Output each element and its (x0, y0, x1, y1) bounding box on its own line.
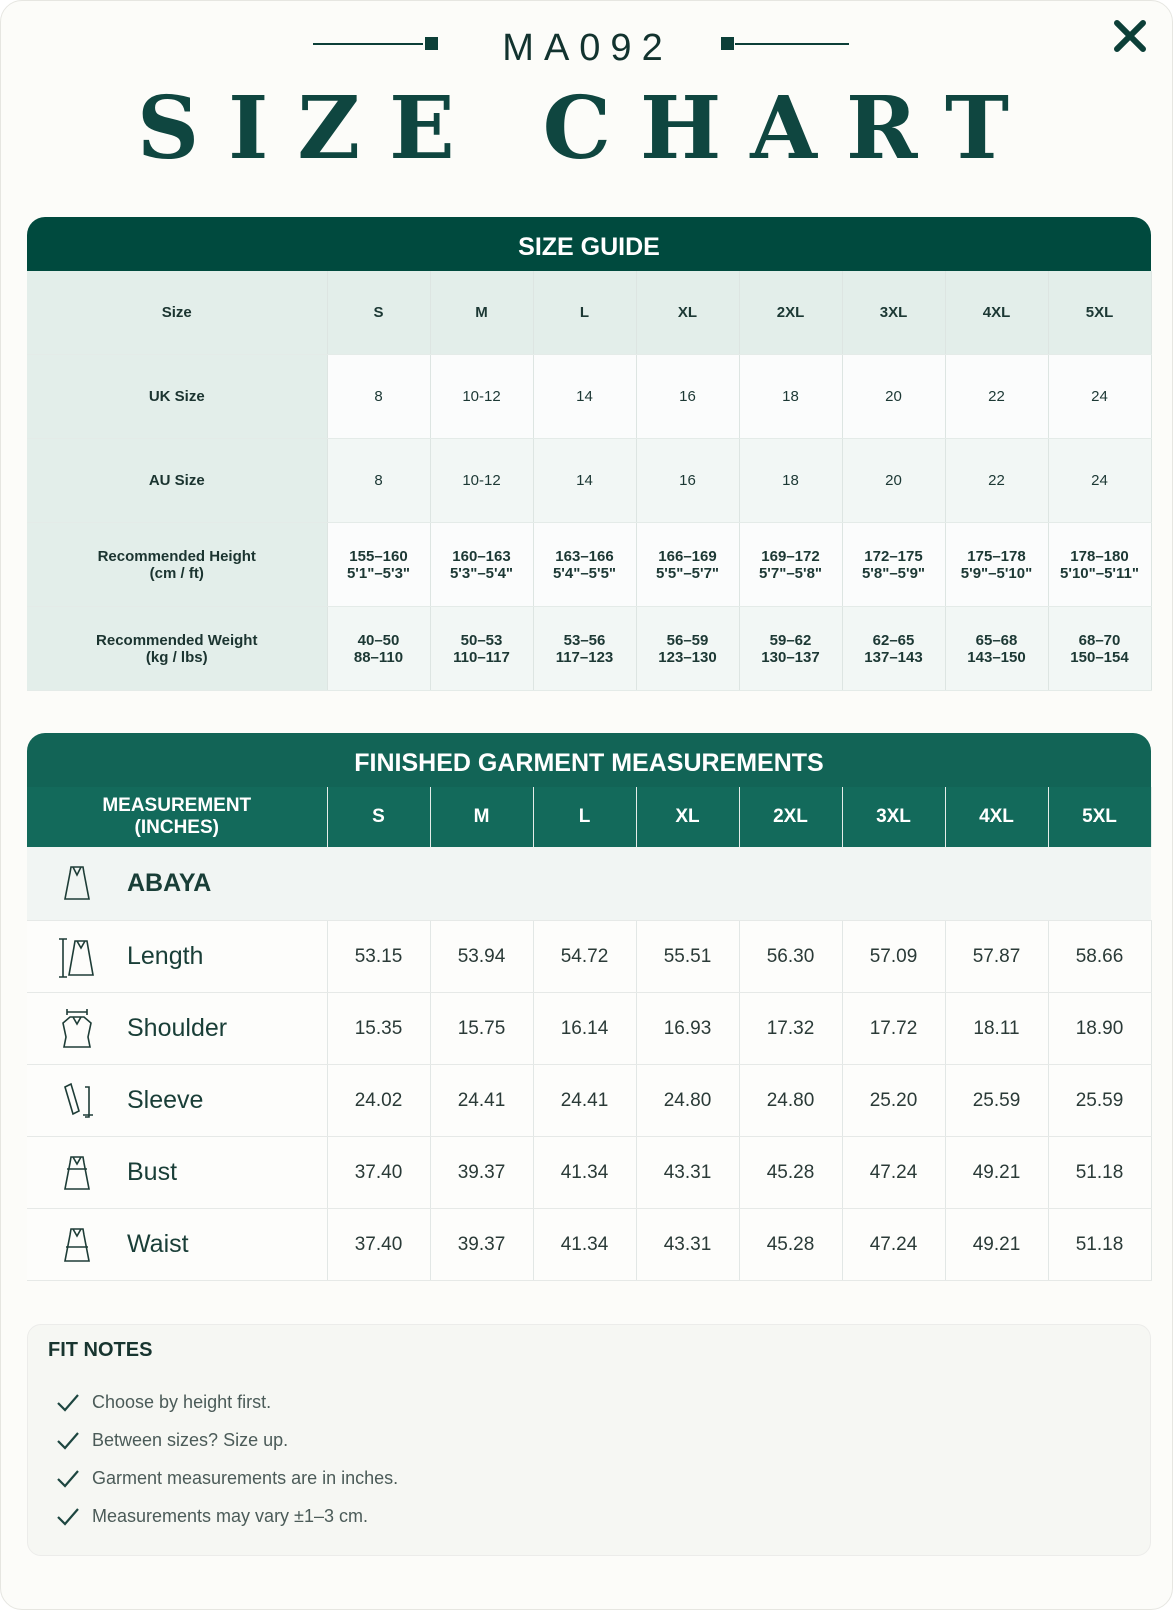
cell-value: 137–143 (864, 648, 923, 666)
size-guide-cell (945, 355, 1048, 439)
cell-value: 166–169 (658, 547, 717, 565)
fit-note-text: Between sizes? Size up. (92, 1430, 289, 1450)
measurement-value: 51.18 (1048, 1209, 1151, 1281)
size-header-cell: L (533, 271, 636, 355)
measurement-value: 47.24 (842, 1137, 945, 1209)
size-header-cell: 5XL (1048, 271, 1151, 355)
cell-value: 24 (1091, 472, 1108, 489)
measurement-value: 17.72 (842, 993, 945, 1065)
cell-value: 5'9"–5'10" (960, 564, 1033, 582)
measurement-value: 37.40 (327, 1209, 430, 1281)
cell-value: 18 (782, 388, 799, 405)
size-guide-row (27, 439, 1151, 523)
garment-measurements-heading: FINISHED GARMENT MEASUREMENTS (27, 733, 1151, 789)
size-guide-cell (327, 439, 430, 523)
size-guide-heading: SIZE GUIDE (27, 217, 1151, 273)
cell-value: 16 (679, 472, 696, 489)
cell-value: 18 (782, 472, 799, 489)
garment-header-row (27, 787, 1151, 847)
cell-value: 59–62 (769, 631, 812, 649)
fit-note-text: Garment measurements are in inches. (92, 1468, 399, 1488)
measurement-row (27, 1137, 1151, 1209)
size-column-header: 5XL (1048, 787, 1151, 847)
measurement-value: 18.11 (945, 993, 1048, 1065)
cell-value: 24 (1091, 388, 1108, 405)
fit-notes-title: FIT NOTES (48, 1339, 153, 1361)
cell-value: 155–160 (349, 547, 408, 565)
measurement-value: 45.28 (739, 1209, 842, 1281)
cell-value: 169–172 (761, 547, 820, 565)
size-guide-cell (842, 355, 945, 439)
category-label: ABAYA (127, 869, 212, 897)
cell-value: 14 (576, 472, 593, 489)
cell-value: 117–123 (555, 648, 614, 666)
size-guide-cell (739, 523, 842, 607)
size-guide-row (27, 607, 1151, 691)
model-code-row (1, 23, 1174, 73)
measurement-value: 57.09 (842, 921, 945, 993)
row-label-unit: (cm / ft) (149, 564, 204, 582)
size-guide-header-row (27, 271, 1151, 355)
cell-value: 5'4"–5'5" (552, 564, 617, 582)
fit-note-text: Measurements may vary ±1–3 cm. (92, 1506, 368, 1526)
shoulder-icon (57, 1007, 97, 1051)
cell-value: 20 (885, 472, 902, 489)
measurement-value: 57.87 (945, 921, 1048, 993)
measurement-value: 24.41 (533, 1065, 636, 1137)
measurement-row-label (27, 1137, 327, 1209)
cell-value: 5'5"–5'7" (655, 564, 720, 582)
measurement-value: 49.21 (945, 1137, 1048, 1209)
category-row (27, 847, 1151, 921)
size-guide-cell (1048, 355, 1151, 439)
row-label-text: UK Size (148, 388, 205, 405)
size-guide-cell (739, 355, 842, 439)
size-column-header: L (533, 787, 636, 847)
row-label-text: Recommended Weight (96, 631, 258, 649)
measurement-value: 24.80 (636, 1065, 739, 1137)
measurement-value: 24.80 (739, 1065, 842, 1137)
measurement-value: 24.02 (327, 1065, 430, 1137)
cell-value: 65–68 (975, 631, 1018, 649)
checkmark-icon (56, 1467, 80, 1489)
measurement-row-label (27, 921, 327, 993)
size-guide-cell (327, 355, 430, 439)
measurement-column-header (27, 787, 327, 847)
measurement-value: 39.37 (430, 1137, 533, 1209)
size-guide-cell (739, 607, 842, 691)
size-guide-cell (636, 607, 739, 691)
measurement-value: 55.51 (636, 921, 739, 993)
cell-value: 5'8"–5'9" (861, 564, 926, 582)
row-label-text: AU Size (148, 472, 205, 489)
cell-value: 50–53 (460, 631, 503, 649)
measurement-value: 56.30 (739, 921, 842, 993)
size-header-cell: M (430, 271, 533, 355)
size-header-cell: 3XL (842, 271, 945, 355)
measurement-value: 49.21 (945, 1209, 1048, 1281)
cell-value: 53–56 (563, 631, 606, 649)
size-column-header: M (430, 787, 533, 847)
page-title: SIZE CHART (137, 78, 1038, 179)
cell-value: 150–154 (1070, 648, 1129, 666)
measurement-value: 17.32 (739, 993, 842, 1065)
measurement-row-label (27, 993, 327, 1065)
size-guide-cell (533, 439, 636, 523)
size-guide-cell (533, 355, 636, 439)
model-code: MA092 (502, 27, 673, 69)
size-guide-cell (842, 607, 945, 691)
cell-value: 5'3"–5'4" (449, 564, 514, 582)
size-guide-cell (636, 355, 739, 439)
cell-value: 22 (988, 388, 1005, 405)
size-guide-cell (327, 607, 430, 691)
cell-value: 110–117 (453, 648, 510, 666)
cell-value: 10-12 (462, 388, 501, 405)
waist-icon (57, 1223, 97, 1267)
measurement-value: 43.31 (636, 1209, 739, 1281)
cell-value: 5'10"–5'11" (1060, 564, 1139, 582)
size-guide-cell (533, 607, 636, 691)
size-header-cell: 2XL (739, 271, 842, 355)
size-guide-row-label (27, 607, 327, 691)
right-divider-line (735, 43, 849, 45)
size-header-label: Size (27, 271, 327, 355)
cell-value: 56–59 (666, 631, 709, 649)
size-guide-cell (842, 523, 945, 607)
size-guide-cell (1048, 523, 1151, 607)
size-guide-cell (430, 607, 533, 691)
size-guide-row-label (27, 523, 327, 607)
row-label-unit: (kg / lbs) (145, 648, 208, 666)
size-column-header: 4XL (945, 787, 1048, 847)
measurement-value: 18.90 (1048, 993, 1151, 1065)
cell-value: 68–70 (1078, 631, 1121, 649)
cell-value: 40–50 (357, 631, 400, 649)
measurement-value: 47.24 (842, 1209, 945, 1281)
cell-value: 14 (576, 388, 593, 405)
measurement-value: 24.41 (430, 1065, 533, 1137)
measurement-value: 51.18 (1048, 1137, 1151, 1209)
size-guide-cell (739, 439, 842, 523)
cell-value: 163–166 (555, 547, 614, 565)
measurement-row (27, 1065, 1151, 1137)
size-column-header: 3XL (842, 787, 945, 847)
size-guide-cell (430, 439, 533, 523)
size-guide-cell (636, 439, 739, 523)
size-guide-table (27, 271, 1152, 691)
right-divider-square (721, 37, 734, 50)
size-column-header: S (327, 787, 430, 847)
measurement-name: Shoulder (127, 1014, 228, 1042)
cell-value: 172–175 (864, 547, 923, 565)
measurement-value: 43.31 (636, 1137, 739, 1209)
size-column-header: 2XL (739, 787, 842, 847)
checkmark-icon (56, 1505, 80, 1527)
cell-value: 16 (679, 388, 696, 405)
size-guide-cell (533, 523, 636, 607)
measurement-value: 58.66 (1048, 921, 1151, 993)
size-guide-cell (1048, 439, 1151, 523)
cell-value: 143–150 (967, 648, 1026, 666)
measurement-value: 15.75 (430, 993, 533, 1065)
measurement-value: 16.93 (636, 993, 739, 1065)
cell-value: 123–130 (658, 648, 717, 666)
measurement-value: 25.59 (1048, 1065, 1151, 1137)
size-header-cell: XL (636, 271, 739, 355)
size-guide-cell (327, 523, 430, 607)
checkmark-icon (56, 1429, 80, 1451)
size-guide-cell (842, 439, 945, 523)
cell-value: 175–178 (967, 547, 1026, 565)
cell-value: 130–137 (761, 648, 820, 666)
size-guide-row (27, 355, 1151, 439)
cell-value: 10-12 (462, 472, 501, 489)
measurement-value: 39.37 (430, 1209, 533, 1281)
measurement-value: 54.72 (533, 921, 636, 993)
measurement-value: 41.34 (533, 1137, 636, 1209)
size-guide-cell (1048, 607, 1151, 691)
cell-value: 8 (374, 472, 383, 489)
measurement-value: 45.28 (739, 1137, 842, 1209)
measurement-value: 25.20 (842, 1065, 945, 1137)
abaya-icon (57, 861, 97, 905)
cell-value: 22 (988, 472, 1005, 489)
checkmark-icon (56, 1391, 80, 1413)
measurement-name: Bust (127, 1158, 178, 1186)
bust-icon (57, 1151, 97, 1195)
category-cell (27, 847, 1151, 921)
size-guide-cell (945, 439, 1048, 523)
measurement-name: Waist (127, 1230, 189, 1258)
cell-value: 5'7"–5'8" (758, 564, 823, 582)
measurement-value: 53.94 (430, 921, 533, 993)
measurement-value: 25.59 (945, 1065, 1048, 1137)
size-column-header: XL (636, 787, 739, 847)
size-guide-cell (430, 355, 533, 439)
measurement-row-label (27, 1209, 327, 1281)
measurement-name: Length (127, 942, 204, 970)
cell-value: 20 (885, 388, 902, 405)
cell-value: 178–180 (1070, 547, 1129, 565)
cell-value: 8 (374, 388, 383, 405)
garment-measurements-table (27, 787, 1152, 1281)
size-guide-cell (945, 523, 1048, 607)
row-label-text: Recommended Height (97, 547, 256, 565)
cell-value: 5'1"–5'3" (346, 564, 411, 582)
measurement-name: Sleeve (127, 1086, 204, 1114)
cell-value: 88–110 (353, 648, 404, 666)
measurement-label: MEASUREMENT (102, 795, 252, 816)
size-guide-cell (430, 523, 533, 607)
fit-notes-panel (27, 1324, 1151, 1556)
fit-note-text: Choose by height first. (92, 1392, 272, 1412)
sleeve-icon (57, 1079, 97, 1123)
measurement-unit-label: (INCHES) (134, 817, 219, 838)
measurement-row (27, 1209, 1151, 1281)
measurement-row (27, 993, 1151, 1065)
measurement-value: 37.40 (327, 1137, 430, 1209)
size-guide-row (27, 523, 1151, 607)
length-icon (57, 935, 97, 979)
cell-value: 160–163 (452, 547, 511, 565)
measurement-value: 53.15 (327, 921, 430, 993)
measurement-row-label (27, 1065, 327, 1137)
measurement-value: 41.34 (533, 1209, 636, 1281)
measurement-row (27, 921, 1151, 993)
measurement-value: 15.35 (327, 993, 430, 1065)
size-guide-row-label (27, 355, 327, 439)
size-header-cell: S (327, 271, 430, 355)
size-guide-cell (945, 607, 1048, 691)
measurement-value: 16.14 (533, 993, 636, 1065)
cell-value: 62–65 (872, 631, 915, 649)
size-guide-row-label (27, 439, 327, 523)
size-guide-cell (636, 523, 739, 607)
size-header-cell: 4XL (945, 271, 1048, 355)
